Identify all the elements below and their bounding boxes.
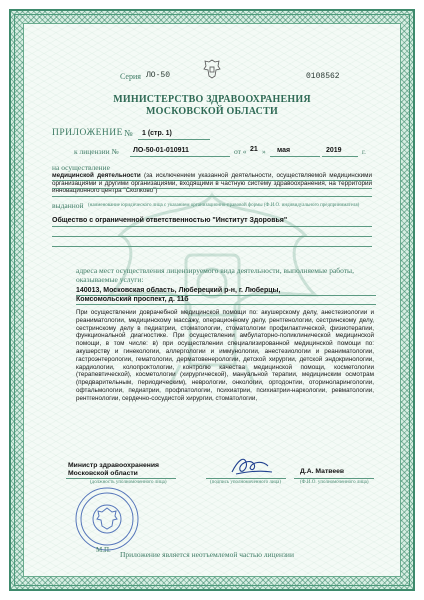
ministry-title-line1: МИНИСТЕРСТВО ЗДРАВООХРАНЕНИЯ	[113, 94, 311, 105]
annex-no-value: 1 (стр. 1)	[142, 130, 172, 137]
issued-label: выданной	[52, 201, 84, 210]
issued-hint: (наименование юридического лица с указанием организационно-правовой формы (Ф.И.О. индивидуального предпринимателя)	[88, 203, 360, 208]
activity-type: медицинской деятельности	[52, 172, 141, 179]
signer-name: Д.А. Матвеев	[300, 468, 345, 475]
year-suffix: г.	[362, 148, 366, 156]
footer-note: Приложение является неотъемлемой частью лицензии	[120, 550, 294, 559]
from-label: от «	[234, 147, 247, 156]
official-stamp-icon	[74, 486, 140, 552]
activity-description	[52, 172, 372, 195]
annex-no-label: №	[124, 128, 133, 138]
coat-of-arms-icon	[202, 58, 222, 80]
license-month: мая	[277, 147, 291, 154]
signer-position-line2: Московской области	[68, 470, 138, 477]
organization-name: Общество с ограниченной ответственностью "Институт Здоровья"	[52, 217, 288, 224]
activity-label: на осуществление	[52, 163, 110, 172]
annex-label: ПРИЛОЖЕНИЕ	[52, 128, 123, 138]
series-label: Серия	[120, 72, 141, 81]
signer-position-line1: Министр здравоохранения	[68, 462, 159, 469]
services-list: При осуществлении доврачебной медицинской помощи по: акушерскому делу, анестезиологии и реаниматологии, медицинскому массажу, операционному делу, рентгенологии, сестринскому делу, сестринскому делу в педиатрии, стоматологии, стоматологии профилактической, физиотерапии, функциональной диагностике. При осуществлении амбулаторно-поликлинической медицинской помощи, в том числе: в) при осуществлении специализированной медицинской помощи по: акушерству и гинекологии, аллергологии и иммунологии, анестезиологии и реаниматологии, гастроэнтерологии, гематологии, дерматовенерологии, детской хирургии, детской эндокринологии, кардиологии, колопроктологии, контролю качества медицинской помощи, косметологии (терапевтической), косметологии (хирургической), мануальной терапии, медицинским осмотрам (предварительным, периодическим), неврологии, онкологии, ортодонтии, оториноларингологии, офтальмологии, педиатрии, профпатологии, психиатрии, психиатрии-наркологии, ревматологии, рентгенологии, сердечно-сосудистой хирургии, стоматологии,	[76, 309, 374, 402]
ministry-title-line2: МОСКОВСКОЙ ОБЛАСТИ	[146, 106, 278, 117]
address-label: адреса мест осуществления лицензируемого вида деятельности, выполняемые работы, оказываемые услуги:	[76, 266, 354, 284]
series-value: ЛО-50	[146, 71, 171, 80]
activity-clarification: (за исключением указанной деятельности, осуществляемой медицинскими организациями и другими организациями, входящими в частную систему здравоохранения, на территории инновационного центра "Сколково")	[52, 172, 373, 195]
position-hint: (должность уполномоченного лица)	[90, 480, 167, 485]
to-license-label: к лицензии №	[74, 147, 119, 156]
handwritten-signature-icon	[228, 452, 274, 480]
address-value: 140013, Московская область, Люберецкий р-н, г. Люберцы, Комсомольский проспект, д. 11б	[76, 287, 281, 303]
license-day: 21	[250, 146, 258, 153]
day-close: »	[262, 147, 266, 156]
name-hint: (Ф.И.О. уполномоченного лица)	[300, 480, 369, 485]
stamp-label: М.П.	[96, 546, 111, 554]
form-number: 0108562	[306, 72, 340, 81]
license-year: 2019	[326, 147, 342, 154]
signature-hint: (подпись уполномоченного лица)	[210, 480, 282, 485]
license-number: ЛО-50-01-010911	[133, 147, 189, 154]
